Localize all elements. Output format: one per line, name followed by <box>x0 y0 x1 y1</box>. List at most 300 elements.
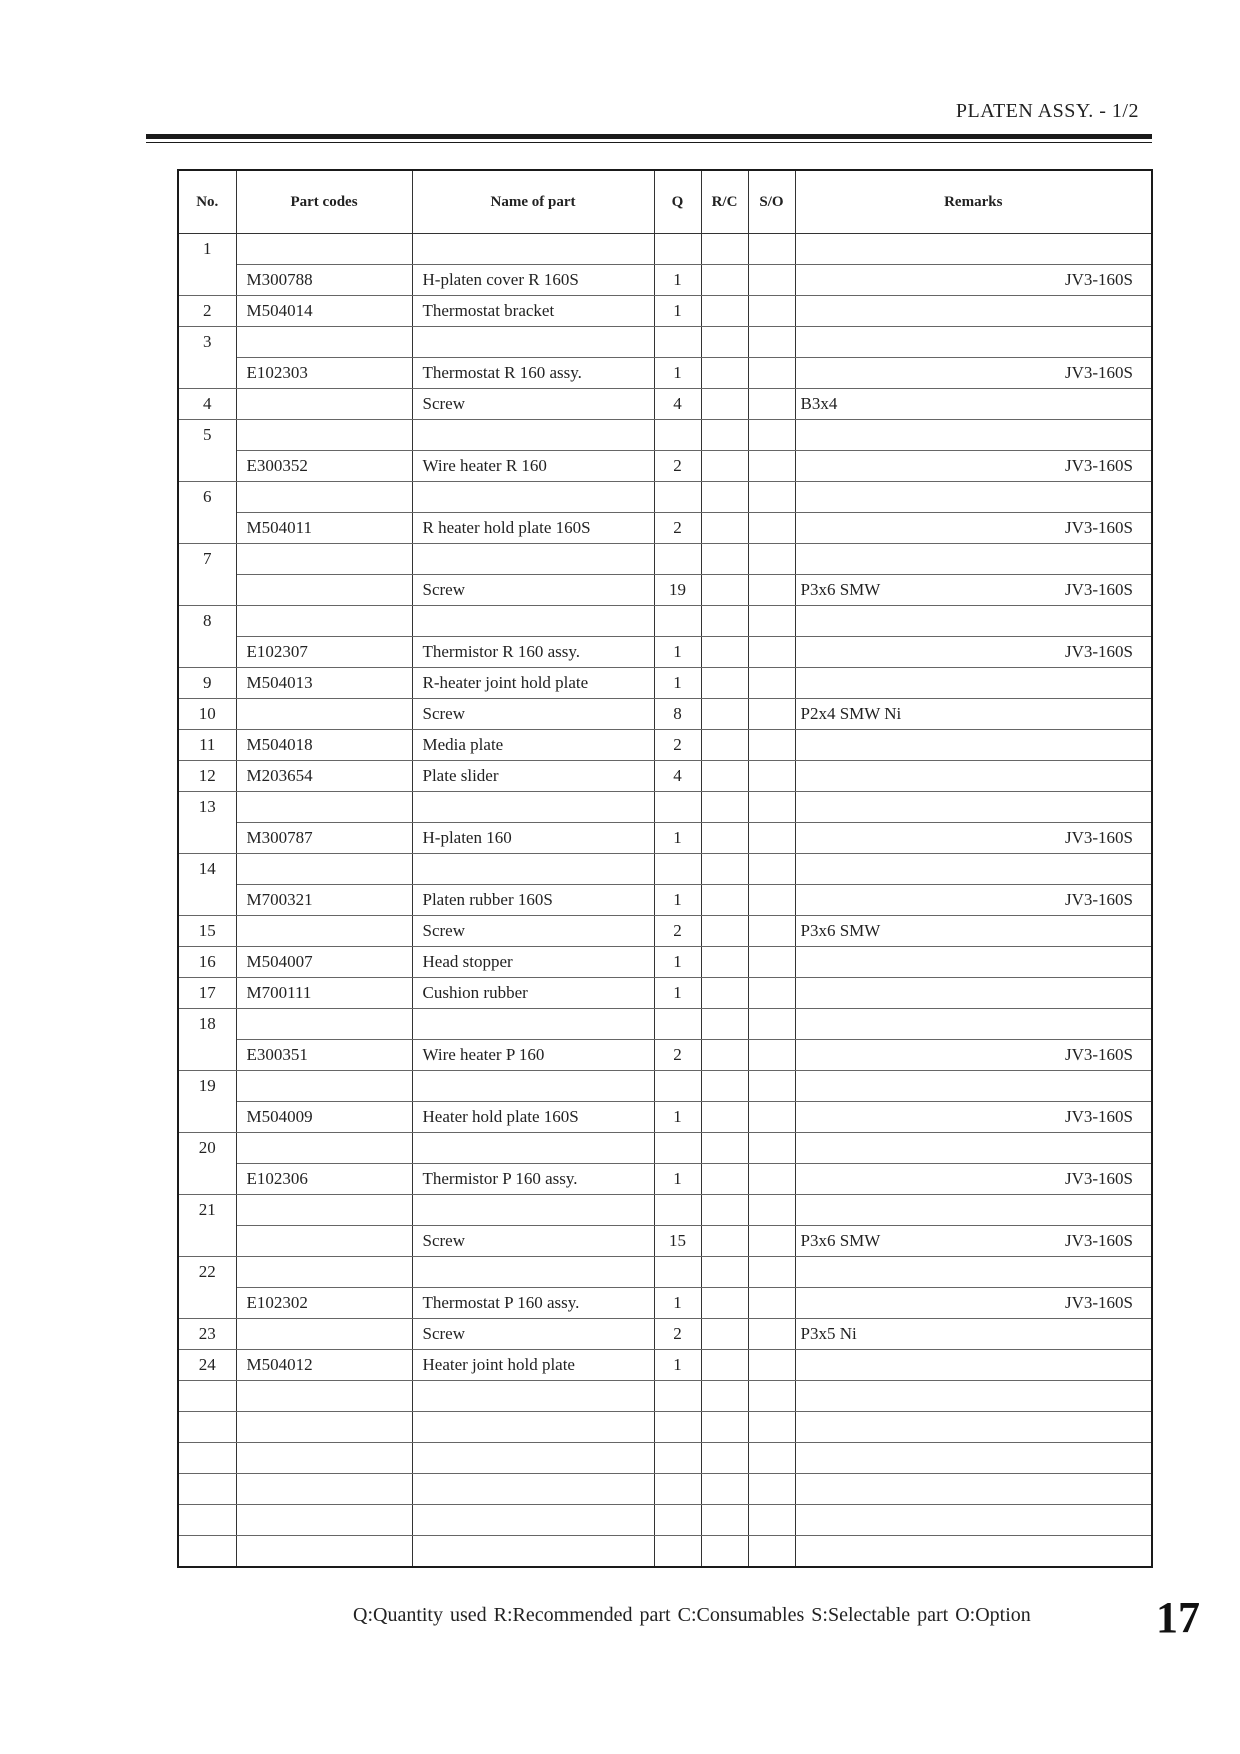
cell-quantity <box>654 1536 701 1568</box>
cell-quantity <box>654 544 701 575</box>
cell-quantity: 2 <box>654 730 701 761</box>
cell-so <box>748 1040 795 1071</box>
cell-part-name: Cushion rubber <box>412 978 654 1009</box>
cell-no <box>178 513 236 544</box>
table-row <box>178 1257 1152 1288</box>
cell-part-name: Wire heater P 160 <box>412 1040 654 1071</box>
table-row <box>178 1071 1152 1102</box>
cell-part-code <box>236 1412 412 1443</box>
cell-rc <box>701 885 748 916</box>
cell-remarks <box>795 327 1152 358</box>
cell-remarks <box>795 730 1152 761</box>
cell-no: 16 <box>178 947 236 978</box>
col-header-so: S/O <box>748 170 795 234</box>
cell-no <box>178 1412 236 1443</box>
cell-remarks <box>795 1350 1152 1381</box>
cell-quantity <box>654 1071 701 1102</box>
cell-quantity: 8 <box>654 699 701 730</box>
cell-part-code: M700321 <box>236 885 412 916</box>
cell-rc <box>701 482 748 513</box>
cell-no: 2 <box>178 296 236 327</box>
cell-so <box>748 1474 795 1505</box>
cell-remarks <box>795 575 1152 606</box>
cell-rc <box>701 1350 748 1381</box>
table-row <box>178 885 1152 916</box>
table-row <box>178 947 1152 978</box>
cell-rc <box>701 358 748 389</box>
cell-part-code: M300788 <box>236 265 412 296</box>
table-row <box>178 482 1152 513</box>
cell-quantity: 1 <box>654 823 701 854</box>
cell-part-code <box>236 1009 412 1040</box>
cell-remarks <box>795 1381 1152 1412</box>
parts-table <box>177 169 1153 1568</box>
cell-quantity: 1 <box>654 1350 701 1381</box>
remark-model: JV3-160S <box>1064 1045 1133 1064</box>
cell-quantity: 4 <box>654 761 701 792</box>
cell-part-code: E102306 <box>236 1164 412 1195</box>
cell-remarks <box>795 1536 1152 1568</box>
cell-remarks <box>795 1071 1152 1102</box>
cell-part-name <box>412 420 654 451</box>
remark-model: JV3-160S <box>1064 270 1133 289</box>
remark-model: JV3-160S <box>1064 518 1133 537</box>
cell-part-code <box>236 420 412 451</box>
cell-no: 13 <box>178 792 236 823</box>
cell-remarks <box>795 1474 1152 1505</box>
cell-rc <box>701 544 748 575</box>
cell-part-code: M504012 <box>236 1350 412 1381</box>
cell-quantity <box>654 420 701 451</box>
cell-so <box>748 823 795 854</box>
cell-so <box>748 792 795 823</box>
cell-quantity: 1 <box>654 978 701 1009</box>
table-row <box>178 637 1152 668</box>
cell-part-code <box>236 606 412 637</box>
cell-part-name <box>412 234 654 265</box>
cell-rc <box>701 730 748 761</box>
cell-remarks <box>795 947 1152 978</box>
cell-so <box>748 234 795 265</box>
cell-remarks <box>795 482 1152 513</box>
cell-no: 20 <box>178 1133 236 1164</box>
cell-remarks <box>795 761 1152 792</box>
cell-rc <box>701 823 748 854</box>
cell-rc <box>701 451 748 482</box>
cell-rc <box>701 792 748 823</box>
cell-part-name: Heater hold plate 160S <box>412 1102 654 1133</box>
cell-no <box>178 1536 236 1568</box>
cell-remarks <box>795 916 1152 947</box>
cell-part-name: Thermistor R 160 assy. <box>412 637 654 668</box>
table-row <box>178 1133 1152 1164</box>
cell-part-code <box>236 1195 412 1226</box>
cell-quantity <box>654 1133 701 1164</box>
cell-so <box>748 606 795 637</box>
cell-quantity <box>654 854 701 885</box>
cell-part-name <box>412 1536 654 1568</box>
cell-no <box>178 1505 236 1536</box>
cell-remarks <box>795 1412 1152 1443</box>
cell-rc <box>701 1257 748 1288</box>
cell-so <box>748 1412 795 1443</box>
cell-part-name <box>412 1505 654 1536</box>
cell-so <box>748 1071 795 1102</box>
cell-no: 4 <box>178 389 236 420</box>
cell-quantity: 1 <box>654 296 701 327</box>
cell-part-name: Wire heater R 160 <box>412 451 654 482</box>
cell-no <box>178 885 236 916</box>
cell-part-code <box>236 1257 412 1288</box>
remark-model: JV3-160S <box>1064 580 1133 599</box>
cell-quantity: 1 <box>654 358 701 389</box>
cell-rc <box>701 513 748 544</box>
cell-quantity <box>654 482 701 513</box>
cell-part-name: Screw <box>412 1319 654 1350</box>
cell-rc <box>701 978 748 1009</box>
cell-quantity <box>654 606 701 637</box>
cell-no <box>178 1040 236 1071</box>
cell-part-code <box>236 327 412 358</box>
cell-part-name <box>412 544 654 575</box>
table-row <box>178 451 1152 482</box>
cell-quantity <box>654 1443 701 1474</box>
cell-quantity: 1 <box>654 265 701 296</box>
table-row <box>178 544 1152 575</box>
cell-part-code <box>236 854 412 885</box>
cell-no: 12 <box>178 761 236 792</box>
table-row <box>178 327 1152 358</box>
cell-so <box>748 1195 795 1226</box>
cell-quantity <box>654 1195 701 1226</box>
remark-model: JV3-160S <box>1064 363 1133 382</box>
col-header-part-codes: Part codes <box>236 170 412 234</box>
cell-remarks <box>795 792 1152 823</box>
table-row <box>178 1288 1152 1319</box>
table-row <box>178 761 1152 792</box>
cell-part-name <box>412 1474 654 1505</box>
cell-no: 15 <box>178 916 236 947</box>
cell-remarks <box>795 1009 1152 1040</box>
cell-part-code: E300351 <box>236 1040 412 1071</box>
cell-rc <box>701 1443 748 1474</box>
cell-so <box>748 1350 795 1381</box>
cell-rc <box>701 1102 748 1133</box>
cell-quantity <box>654 1257 701 1288</box>
cell-part-code <box>236 575 412 606</box>
cell-part-name <box>412 482 654 513</box>
cell-part-code: M504014 <box>236 296 412 327</box>
cell-so <box>748 420 795 451</box>
cell-so <box>748 1319 795 1350</box>
table-row <box>178 1195 1152 1226</box>
table-row <box>178 1381 1152 1412</box>
cell-part-name: Screw <box>412 1226 654 1257</box>
cell-remarks <box>795 823 1152 854</box>
cell-part-name <box>412 606 654 637</box>
cell-remarks <box>795 637 1152 668</box>
cell-rc <box>701 916 748 947</box>
table-row <box>178 513 1152 544</box>
cell-so <box>748 327 795 358</box>
table-row <box>178 1350 1152 1381</box>
cell-part-code <box>236 916 412 947</box>
cell-part-name: H-platen 160 <box>412 823 654 854</box>
cell-quantity: 1 <box>654 947 701 978</box>
cell-part-code <box>236 699 412 730</box>
table-row <box>178 1536 1152 1568</box>
table-row <box>178 265 1152 296</box>
table-row <box>178 668 1152 699</box>
remark-model: JV3-160S <box>1064 642 1133 661</box>
cell-rc <box>701 854 748 885</box>
remark-text: P2x4 SMW Ni <box>800 704 902 723</box>
cell-part-name: Head stopper <box>412 947 654 978</box>
remark-text: P3x5 Ni <box>800 1324 857 1343</box>
cell-quantity: 2 <box>654 916 701 947</box>
table-row <box>178 420 1152 451</box>
cell-rc <box>701 1009 748 1040</box>
cell-quantity <box>654 1412 701 1443</box>
cell-so <box>748 916 795 947</box>
cell-quantity: 1 <box>654 637 701 668</box>
cell-part-code <box>236 389 412 420</box>
cell-part-name: Plate slider <box>412 761 654 792</box>
table-row <box>178 1164 1152 1195</box>
cell-part-name: R-heater joint hold plate <box>412 668 654 699</box>
cell-remarks <box>795 296 1152 327</box>
table-row <box>178 1443 1152 1474</box>
cell-rc <box>701 699 748 730</box>
cell-remarks <box>795 265 1152 296</box>
cell-so <box>748 947 795 978</box>
page-number: 17 <box>1156 1593 1200 1642</box>
cell-no: 7 <box>178 544 236 575</box>
cell-no: 18 <box>178 1009 236 1040</box>
cell-quantity: 2 <box>654 1319 701 1350</box>
cell-no: 24 <box>178 1350 236 1381</box>
cell-remarks <box>795 1505 1152 1536</box>
cell-rc <box>701 420 748 451</box>
cell-no <box>178 1474 236 1505</box>
cell-part-name: Screw <box>412 916 654 947</box>
cell-remarks <box>795 1288 1152 1319</box>
cell-part-name: Screw <box>412 575 654 606</box>
cell-no: 9 <box>178 668 236 699</box>
remark-model: JV3-160S <box>1064 890 1133 909</box>
cell-so <box>748 854 795 885</box>
cell-remarks <box>795 513 1152 544</box>
cell-no <box>178 265 236 296</box>
cell-so <box>748 389 795 420</box>
cell-remarks <box>795 885 1152 916</box>
cell-no <box>178 823 236 854</box>
table-header-row <box>178 170 1152 234</box>
cell-remarks <box>795 389 1152 420</box>
table-row <box>178 1226 1152 1257</box>
remark-text: P3x6 SMW <box>800 580 881 599</box>
cell-rc <box>701 389 748 420</box>
cell-part-name <box>412 1195 654 1226</box>
cell-so <box>748 1443 795 1474</box>
cell-no <box>178 358 236 389</box>
table-row <box>178 606 1152 637</box>
table-row <box>178 234 1152 265</box>
table-row <box>178 1102 1152 1133</box>
cell-rc <box>701 1381 748 1412</box>
cell-part-name <box>412 1443 654 1474</box>
cell-rc <box>701 1536 748 1568</box>
cell-rc <box>701 1040 748 1071</box>
remark-model: JV3-160S <box>1064 456 1133 475</box>
table-row <box>178 1505 1152 1536</box>
footer-legend: Q:Quantity used R:Recommended part C:Consumables S:Selectable part O:Option <box>353 1604 1031 1626</box>
cell-part-name <box>412 1412 654 1443</box>
cell-so <box>748 1009 795 1040</box>
cell-part-name <box>412 1071 654 1102</box>
col-header-name-of-part: Name of part <box>412 170 654 234</box>
cell-no: 3 <box>178 327 236 358</box>
cell-part-code <box>236 1319 412 1350</box>
remark-model: JV3-160S <box>1064 1169 1133 1188</box>
cell-part-name: Platen rubber 160S <box>412 885 654 916</box>
cell-part-name: H-platen cover R 160S <box>412 265 654 296</box>
cell-rc <box>701 1288 748 1319</box>
cell-no <box>178 1226 236 1257</box>
cell-part-code: M504018 <box>236 730 412 761</box>
cell-no: 10 <box>178 699 236 730</box>
cell-so <box>748 1257 795 1288</box>
cell-remarks <box>795 699 1152 730</box>
cell-so <box>748 1226 795 1257</box>
table-row <box>178 358 1152 389</box>
col-header-quantity: Q <box>654 170 701 234</box>
cell-part-name <box>412 1381 654 1412</box>
cell-part-code <box>236 1474 412 1505</box>
cell-part-code: M504013 <box>236 668 412 699</box>
cell-rc <box>701 1226 748 1257</box>
cell-rc <box>701 1474 748 1505</box>
cell-remarks <box>795 1257 1152 1288</box>
cell-rc <box>701 1071 748 1102</box>
cell-part-code: E102303 <box>236 358 412 389</box>
cell-quantity: 1 <box>654 1164 701 1195</box>
cell-remarks <box>795 1443 1152 1474</box>
cell-rc <box>701 947 748 978</box>
table-row <box>178 1009 1152 1040</box>
cell-remarks <box>795 1319 1152 1350</box>
cell-so <box>748 978 795 1009</box>
cell-so <box>748 1505 795 1536</box>
cell-no <box>178 1164 236 1195</box>
cell-part-code: M300787 <box>236 823 412 854</box>
cell-so <box>748 451 795 482</box>
cell-remarks <box>795 668 1152 699</box>
cell-quantity <box>654 1009 701 1040</box>
cell-so <box>748 544 795 575</box>
cell-part-name: Screw <box>412 699 654 730</box>
cell-quantity <box>654 1474 701 1505</box>
cell-part-name <box>412 854 654 885</box>
cell-quantity: 15 <box>654 1226 701 1257</box>
cell-part-name <box>412 327 654 358</box>
cell-part-code <box>236 792 412 823</box>
cell-so <box>748 1133 795 1164</box>
col-header-remarks: Remarks <box>795 170 1152 234</box>
cell-part-name: Heater joint hold plate <box>412 1350 654 1381</box>
cell-rc <box>701 1164 748 1195</box>
cell-no <box>178 575 236 606</box>
cell-quantity: 1 <box>654 1288 701 1319</box>
cell-remarks <box>795 1040 1152 1071</box>
table-row <box>178 978 1152 1009</box>
cell-part-code: E102307 <box>236 637 412 668</box>
remark-text: B3x4 <box>800 394 838 413</box>
cell-remarks <box>795 234 1152 265</box>
cell-no: 6 <box>178 482 236 513</box>
table-row <box>178 699 1152 730</box>
cell-remarks <box>795 978 1152 1009</box>
cell-quantity: 19 <box>654 575 701 606</box>
table-row <box>178 389 1152 420</box>
cell-no <box>178 637 236 668</box>
cell-part-name: Thermostat bracket <box>412 296 654 327</box>
cell-no: 23 <box>178 1319 236 1350</box>
cell-remarks <box>795 420 1152 451</box>
cell-part-code: E300352 <box>236 451 412 482</box>
cell-so <box>748 885 795 916</box>
remark-text: P3x6 SMW <box>800 921 881 940</box>
cell-so <box>748 761 795 792</box>
table-row <box>178 823 1152 854</box>
page-header-title: PLATEN ASSY. - 1/2 <box>955 100 1139 122</box>
cell-part-code <box>236 1226 412 1257</box>
cell-part-name: Thermostat R 160 assy. <box>412 358 654 389</box>
cell-so <box>748 265 795 296</box>
cell-so <box>748 730 795 761</box>
cell-part-name: R heater hold plate 160S <box>412 513 654 544</box>
table-row <box>178 296 1152 327</box>
cell-part-code <box>236 544 412 575</box>
remark-model: JV3-160S <box>1064 1107 1133 1126</box>
cell-so <box>748 1102 795 1133</box>
cell-part-name <box>412 1257 654 1288</box>
cell-rc <box>701 327 748 358</box>
cell-no <box>178 1288 236 1319</box>
cell-remarks <box>795 854 1152 885</box>
cell-rc <box>701 606 748 637</box>
cell-rc <box>701 637 748 668</box>
cell-quantity: 2 <box>654 1040 701 1071</box>
cell-quantity <box>654 1381 701 1412</box>
cell-rc <box>701 1133 748 1164</box>
table-row <box>178 1474 1152 1505</box>
cell-remarks <box>795 1133 1152 1164</box>
cell-quantity <box>654 792 701 823</box>
cell-part-code <box>236 1133 412 1164</box>
table-row <box>178 1040 1152 1071</box>
table-row <box>178 730 1152 761</box>
cell-no: 17 <box>178 978 236 1009</box>
cell-part-name <box>412 1133 654 1164</box>
cell-no: 5 <box>178 420 236 451</box>
cell-remarks <box>795 358 1152 389</box>
header-rule-thick <box>146 134 1152 139</box>
cell-no: 11 <box>178 730 236 761</box>
cell-so <box>748 358 795 389</box>
cell-rc <box>701 1412 748 1443</box>
cell-part-code: M504009 <box>236 1102 412 1133</box>
